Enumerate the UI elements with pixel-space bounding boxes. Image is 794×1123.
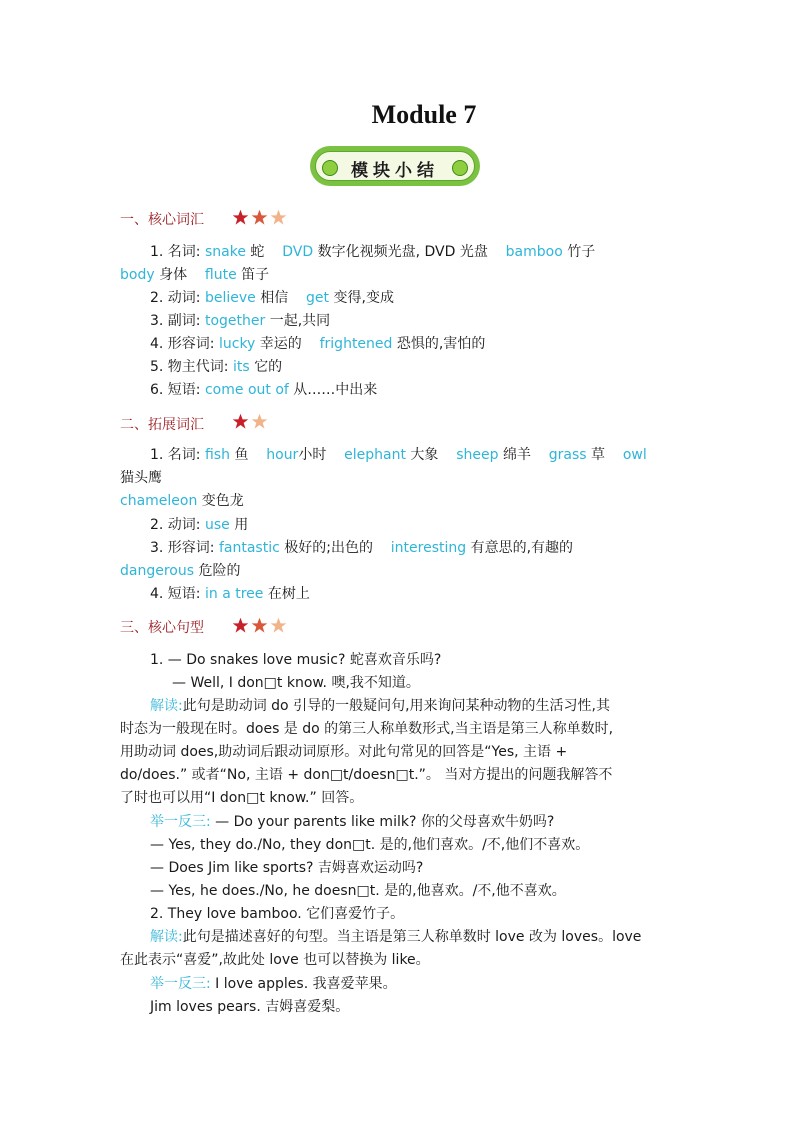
vocab-line: body 身体 flute 笛子 xyxy=(120,267,270,283)
vocab-line: 1. 名词: snake 蛇 DVD 数字化视频光盘, DVD 光盘 bamboo 竹子 xyxy=(150,244,596,260)
vocab-line: 4. 形容词: lucky 幸运的 frightened 恐惧的,害怕的 xyxy=(150,336,486,352)
star-full-icon xyxy=(232,209,249,226)
sentence-line: 2. They love bamboo. 它们喜爱竹子。 xyxy=(150,906,405,922)
star-half-icon xyxy=(251,413,268,430)
star-full-icon xyxy=(232,617,249,634)
section-heading-core-sentences: 三、核心句型 xyxy=(120,620,204,636)
vocab-line: 3. 副词: together 一起,共同 xyxy=(150,313,331,329)
example-line: — Yes, they do./No, they don□t. 是的,他们喜欢。/不,他们不喜欢。 xyxy=(150,837,590,853)
vocab-line: 1. 名词: fish 鱼 hour小时 elephant 大象 sheep 绵羊 grass 草 owl xyxy=(150,447,647,463)
page-title: Module 7 xyxy=(371,100,477,129)
vocab-line: dangerous 危险的 xyxy=(120,563,241,579)
explanation-line: 时态为一般现在时。does 是 do 的第三人称单数形式,当主语是第三人称单数时, xyxy=(120,721,614,737)
star-half-icon xyxy=(270,209,287,226)
explanation-line: 了时也可以用“I don□t know.” 回答。 xyxy=(120,790,364,806)
vocab-line: 猫头鹰 xyxy=(120,470,162,486)
section-heading-extended-vocab: 二、拓展词汇 xyxy=(120,417,204,433)
vocab-line: 2. 动词: believe 相信 get 变得,变成 xyxy=(150,290,394,306)
section-badge xyxy=(310,146,480,186)
example-line: 举一反三: I love apples. 我喜爱苹果。 xyxy=(150,976,397,992)
vocab-line: chameleon 变色龙 xyxy=(120,493,244,509)
vocab-line: 2. 动词: use 用 xyxy=(150,517,249,533)
star-half-icon xyxy=(270,617,287,634)
rating-stars xyxy=(232,413,268,430)
star-full-icon xyxy=(251,209,268,226)
explanation-line: do/does.” 或者“No, 主语 + don□t/doesn□t.”。 当对方提出的问题我解答不 xyxy=(120,767,613,783)
vocab-line: 5. 物主代词: its 它的 xyxy=(150,359,283,375)
explanation-line: 解读:此句是描述喜好的句型。当主语是第三人称单数时 love 改为 loves。love xyxy=(150,929,642,945)
badge-label: 模块小结 xyxy=(351,161,439,181)
vocab-line: 3. 形容词: fantastic 极好的;出色的 interesting 有意思的,有趣的 xyxy=(150,540,574,556)
example-line: Jim loves pears. 吉姆喜爱梨。 xyxy=(150,999,350,1015)
rating-stars xyxy=(232,209,287,226)
example-line: — Yes, he does./No, he doesn□t. 是的,他喜欢。/不,他不喜欢。 xyxy=(150,883,566,899)
vocab-line: 4. 短语: in a tree 在树上 xyxy=(150,586,310,602)
example-line: — Does Jim like sports? 吉姆喜欢运动吗? xyxy=(150,860,424,876)
explanation-line: 用助动词 does,助动词后跟动词原形。对此句常见的回答是“Yes, 主语 + xyxy=(120,744,568,760)
star-full-icon xyxy=(232,413,249,430)
vocab-line: 6. 短语: come out of 从……中出来 xyxy=(150,382,378,398)
sentence-line: — Well, I don□t know. 噢,我不知道。 xyxy=(172,675,420,691)
sentence-line: 1. — Do snakes love music? 蛇喜欢音乐吗? xyxy=(150,652,442,668)
rating-stars xyxy=(232,617,287,634)
star-full-icon xyxy=(251,617,268,634)
explanation-line: 解读:此句是助动词 do 引导的一般疑问句,用来询问某种动物的生活习性,其 xyxy=(150,698,610,714)
example-line: 举一反三: — Do your parents like milk? 你的父母喜欢牛奶吗? xyxy=(150,814,555,830)
explanation-line: 在此表示“喜爱”,故此处 love 也可以替换为 like。 xyxy=(120,952,430,968)
section-heading-core-vocab: 一、核心词汇 xyxy=(120,212,204,228)
